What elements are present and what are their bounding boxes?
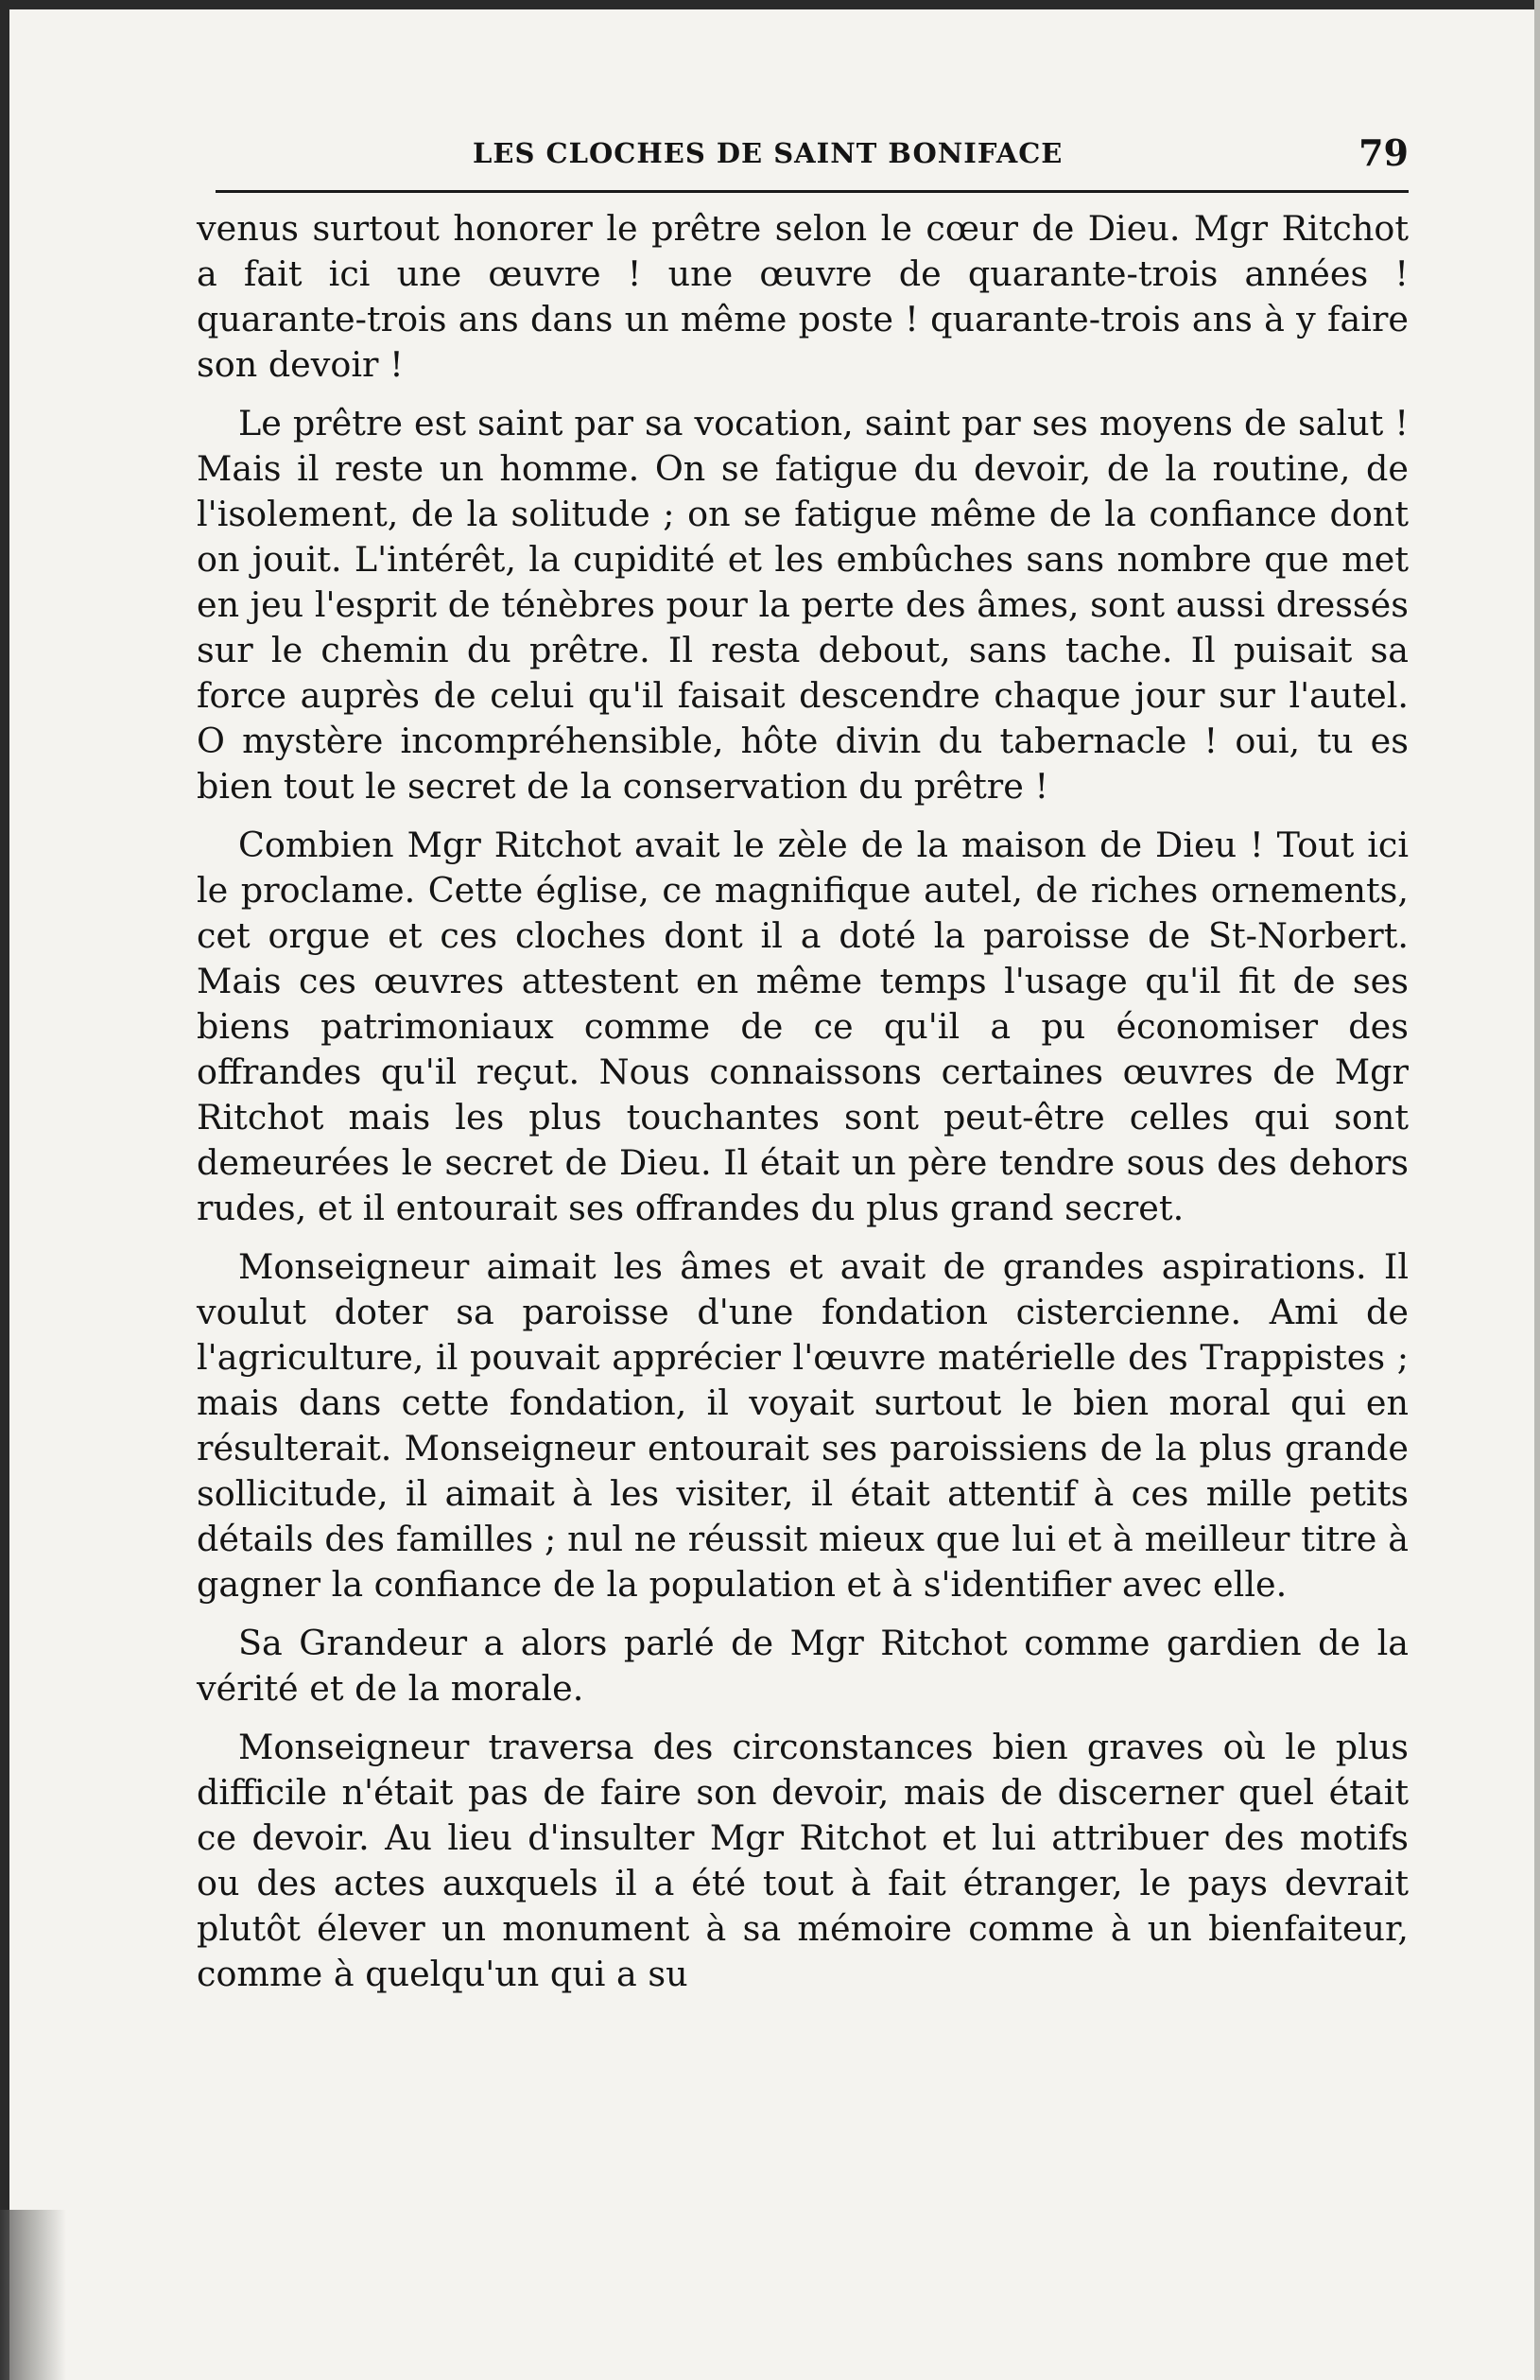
- paragraph-4: Monseigneur aimait les âmes et avait de grandes aspirations. Il voulut doter sa paroisse d'une fondation cistercienne. Ami de l'agriculture, il pouvait apprécier l'œuvre matérielle des Trappistes ; mais dans cette fondation, il voyait surtout le bien moral qui en résulterait. Monseigneur entourait ses paroissiens de la plus grande sollicitude, il aimait à les visiter, il était attentif à ces mille petits détails des familles ; nul ne réussit mieux que lui et à meilleur titre à gagner la confiance de la population et à s'identifier avec elle.: [197, 1246, 1409, 1605]
- paragraph-2: Le prêtre est saint par sa vocation, saint par ses moyens de salut ! Mais il reste un homme. On se fatigue du devoir, de la routine, de l'isolement, de la solitude ; on se fatigue même de la confiance dont on jouit. L'intérêt, la cupidité et les embûches sans nombre que met en jeu l'esprit de ténèbres pour la perte des âmes, sont aussi dressés sur le chemin du prêtre. Il resta debout, sans tache. Il puisait sa force auprès de celui qu'il faisait descendre chaque jour sur l'autel. O mystère incompréhensible, hôte divin du tabernacle ! oui, tu es bien tout le secret de la conservation du prêtre !: [197, 403, 1409, 807]
- paragraph-6: Monseigneur traversa des circonstances bien graves où le plus difficile n'était pas de faire son devoir, mais de discerner quel était ce devoir. Au lieu d'insulter Mgr Ritchot et lui attribuer des motifs ou des actes auxquels il a été tout à fait étranger, le pays devrait plutôt élever un monument à sa mémoire comme à un bienfaiteur, comme à quelqu'un qui a su: [197, 1727, 1409, 1994]
- paragraph-1: venus surtout honorer le prêtre selon le cœur de Dieu. Mgr Ritchot a fait ici une œuvre ! une œuvre de quarante-trois années ! quarante-trois ans dans un même poste ! quarante-trois ans à y faire son devoir !: [197, 208, 1409, 385]
- page-number: 79: [1358, 131, 1409, 174]
- body-text: [197, 206, 1409, 2010]
- running-title: LES CLOCHES DE SAINT BONIFACE: [473, 137, 1064, 169]
- running-head: [189, 128, 1409, 184]
- page-edge-right: [1534, 0, 1540, 2380]
- paragraph-3: Combien Mgr Ritchot avait le zèle de la maison de Dieu ! Tout ici le proclame. Cette église, ce magnifique autel, de riches ornements, cet orgue et ces cloches dont il a doté la paroisse de St-Norbert. Mais ces œuvres attestent en même temps l'usage qu'il fit de ses biens patrimoniaux comme de ce qu'il a pu économiser des offrandes qu'il reçut. Nous connaissons certaines œuvres de Mgr Ritchot mais les plus touchantes sont peut-être celles qui sont demeurées le secret de Dieu. Il était un père tendre sous des dehors rudes, et il entourait ses offrandes du plus grand secret.: [197, 825, 1409, 1228]
- page-edge-top: [0, 0, 1540, 9]
- page-edge-left: [0, 0, 9, 2380]
- paragraph-5: Sa Grandeur a alors parlé de Mgr Ritchot comme gardien de la vérité et de la morale.: [197, 1623, 1409, 1709]
- page-smudge: [0, 2210, 66, 2380]
- header-rule: [216, 190, 1409, 193]
